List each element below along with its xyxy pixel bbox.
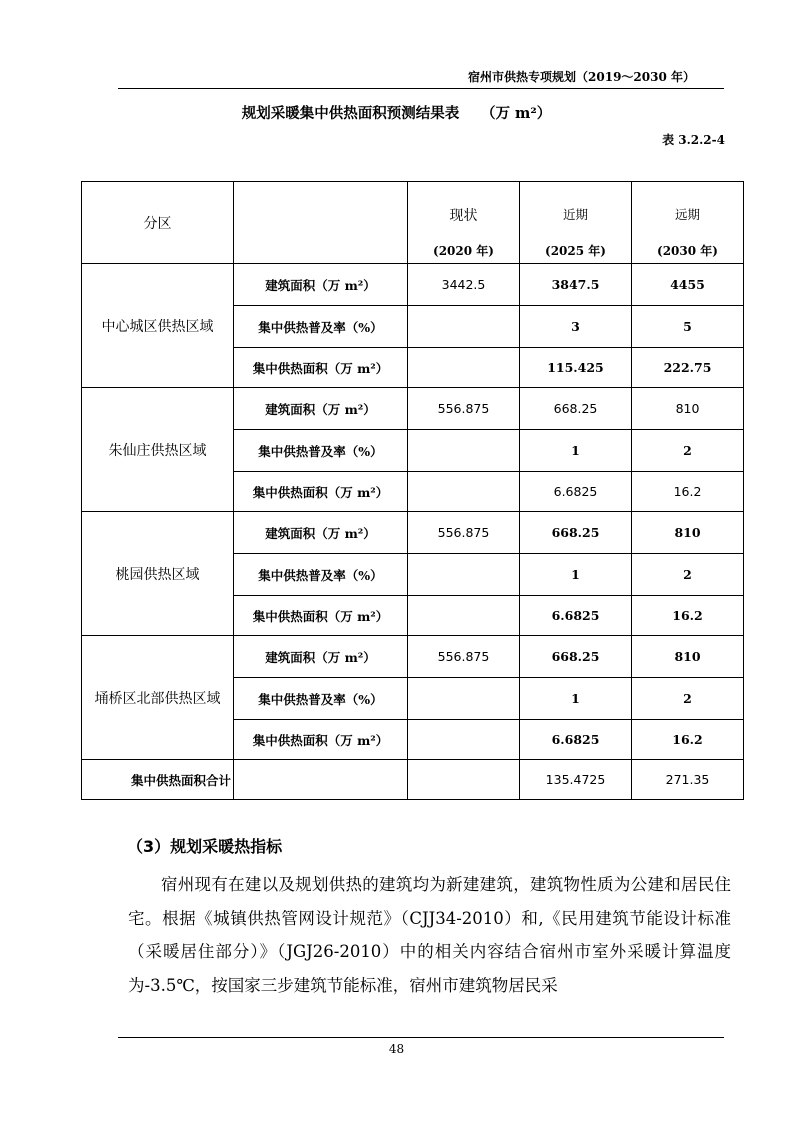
near-value: 6.6825: [520, 596, 632, 636]
current-value: 556.875: [408, 512, 520, 554]
current-value: [408, 596, 520, 636]
far-value: 810: [632, 636, 744, 678]
header-zone: 分区: [82, 182, 234, 264]
metric-label: 建筑面积（万 m²）: [234, 264, 408, 306]
zone-name: 桃园供热区域: [82, 512, 234, 636]
paragraph-text: 宿州现有在建以及规划供热的建筑均为新建建筑，建筑物性质为公建和居民住宅。根据《城镇供热管网设计规范》（CJJ34-2010）和,《民用建筑节能设计标准（采暖居住部分）》（JGJ26-2010）中的相关内容结合宿州市室外采暖计算温度为-3.5℃，按国家三步建筑节能标准，宿州市建筑物居民采: [128, 875, 731, 995]
header-near-label: 近期: [562, 206, 588, 222]
table-row: [82, 388, 744, 430]
far-value: 16.2: [632, 472, 744, 512]
metric-label: 建筑面积（万 m²）: [234, 388, 408, 430]
header-current-year: (2020 年): [433, 243, 494, 258]
near-value: 1: [520, 554, 632, 596]
heating-area-table: [81, 181, 744, 800]
near-value: 1: [520, 430, 632, 472]
far-value: 4455: [632, 264, 744, 306]
total-metric-empty: [234, 760, 408, 800]
footer-divider: [118, 1037, 724, 1038]
far-value: 16.2: [632, 596, 744, 636]
near-value: 668.25: [520, 636, 632, 678]
near-value: 115.425: [520, 348, 632, 388]
far-value: 810: [632, 512, 744, 554]
current-value: 556.875: [408, 388, 520, 430]
current-value: [408, 348, 520, 388]
header-current: [408, 182, 520, 264]
table-title: 规划采暖集中供热面积预测结果表 （万 m²）: [241, 105, 552, 122]
total-near: 135.4725: [520, 760, 632, 800]
zone-name: 中心城区供热区域: [82, 264, 234, 388]
metric-label: 建筑面积（万 m²）: [234, 512, 408, 554]
header-far: [632, 182, 744, 264]
near-value: 3847.5: [520, 264, 632, 306]
total-label: 集中供热面积合计: [82, 760, 234, 800]
current-value: [408, 554, 520, 596]
table-number: 表 3.2.2-4: [662, 133, 725, 147]
near-value: 3: [520, 306, 632, 348]
body-paragraph: [128, 868, 731, 1002]
header-near-year: (2025 年): [545, 243, 606, 258]
table-row: [82, 512, 744, 554]
section-heading: （3）规划采暖热指标: [127, 837, 283, 856]
far-value: 16.2: [632, 720, 744, 760]
running-header: 宿州市供热专项规划（2019～2030 年）: [468, 70, 695, 84]
metric-label: 集中供热普及率（%）: [234, 554, 408, 596]
total-row: [82, 760, 744, 800]
header-divider: [118, 88, 724, 89]
zone-name: 朱仙庄供热区域: [82, 388, 234, 512]
header-far-label: 远期: [674, 206, 700, 222]
near-value: 668.25: [520, 388, 632, 430]
header-current-label: 现状: [449, 207, 478, 224]
header-near: [520, 182, 632, 264]
metric-label: 集中供热普及率（%）: [234, 430, 408, 472]
header-far-year: (2030 年): [657, 243, 718, 258]
far-value: 2: [632, 554, 744, 596]
table-header-row: [82, 182, 744, 264]
current-value: [408, 678, 520, 720]
table-row: [82, 636, 744, 678]
page-number: 48: [388, 1042, 405, 1056]
far-value: 2: [632, 678, 744, 720]
header-metric: [234, 182, 408, 264]
metric-label: 建筑面积（万 m²）: [234, 636, 408, 678]
far-value: 5: [632, 306, 744, 348]
far-value: 2: [632, 430, 744, 472]
current-value: [408, 720, 520, 760]
metric-label: 集中供热面积（万 m²）: [234, 596, 408, 636]
metric-label: 集中供热面积（万 m²）: [234, 348, 408, 388]
near-value: 1: [520, 678, 632, 720]
total-far: 271.35: [632, 760, 744, 800]
near-value: 6.6825: [520, 720, 632, 760]
current-value: 556.875: [408, 636, 520, 678]
far-value: 222.75: [632, 348, 744, 388]
current-value: [408, 430, 520, 472]
far-value: 810: [632, 388, 744, 430]
metric-label: 集中供热面积（万 m²）: [234, 720, 408, 760]
metric-label: 集中供热普及率（%）: [234, 306, 408, 348]
current-value: 3442.5: [408, 264, 520, 306]
metric-label: 集中供热普及率（%）: [234, 678, 408, 720]
total-current: [408, 760, 520, 800]
near-value: 6.6825: [520, 472, 632, 512]
near-value: 668.25: [520, 512, 632, 554]
table-row: [82, 264, 744, 306]
zone-name: 埇桥区北部供热区域: [82, 636, 234, 760]
metric-label: 集中供热面积（万 m²）: [234, 472, 408, 512]
current-value: [408, 472, 520, 512]
current-value: [408, 306, 520, 348]
